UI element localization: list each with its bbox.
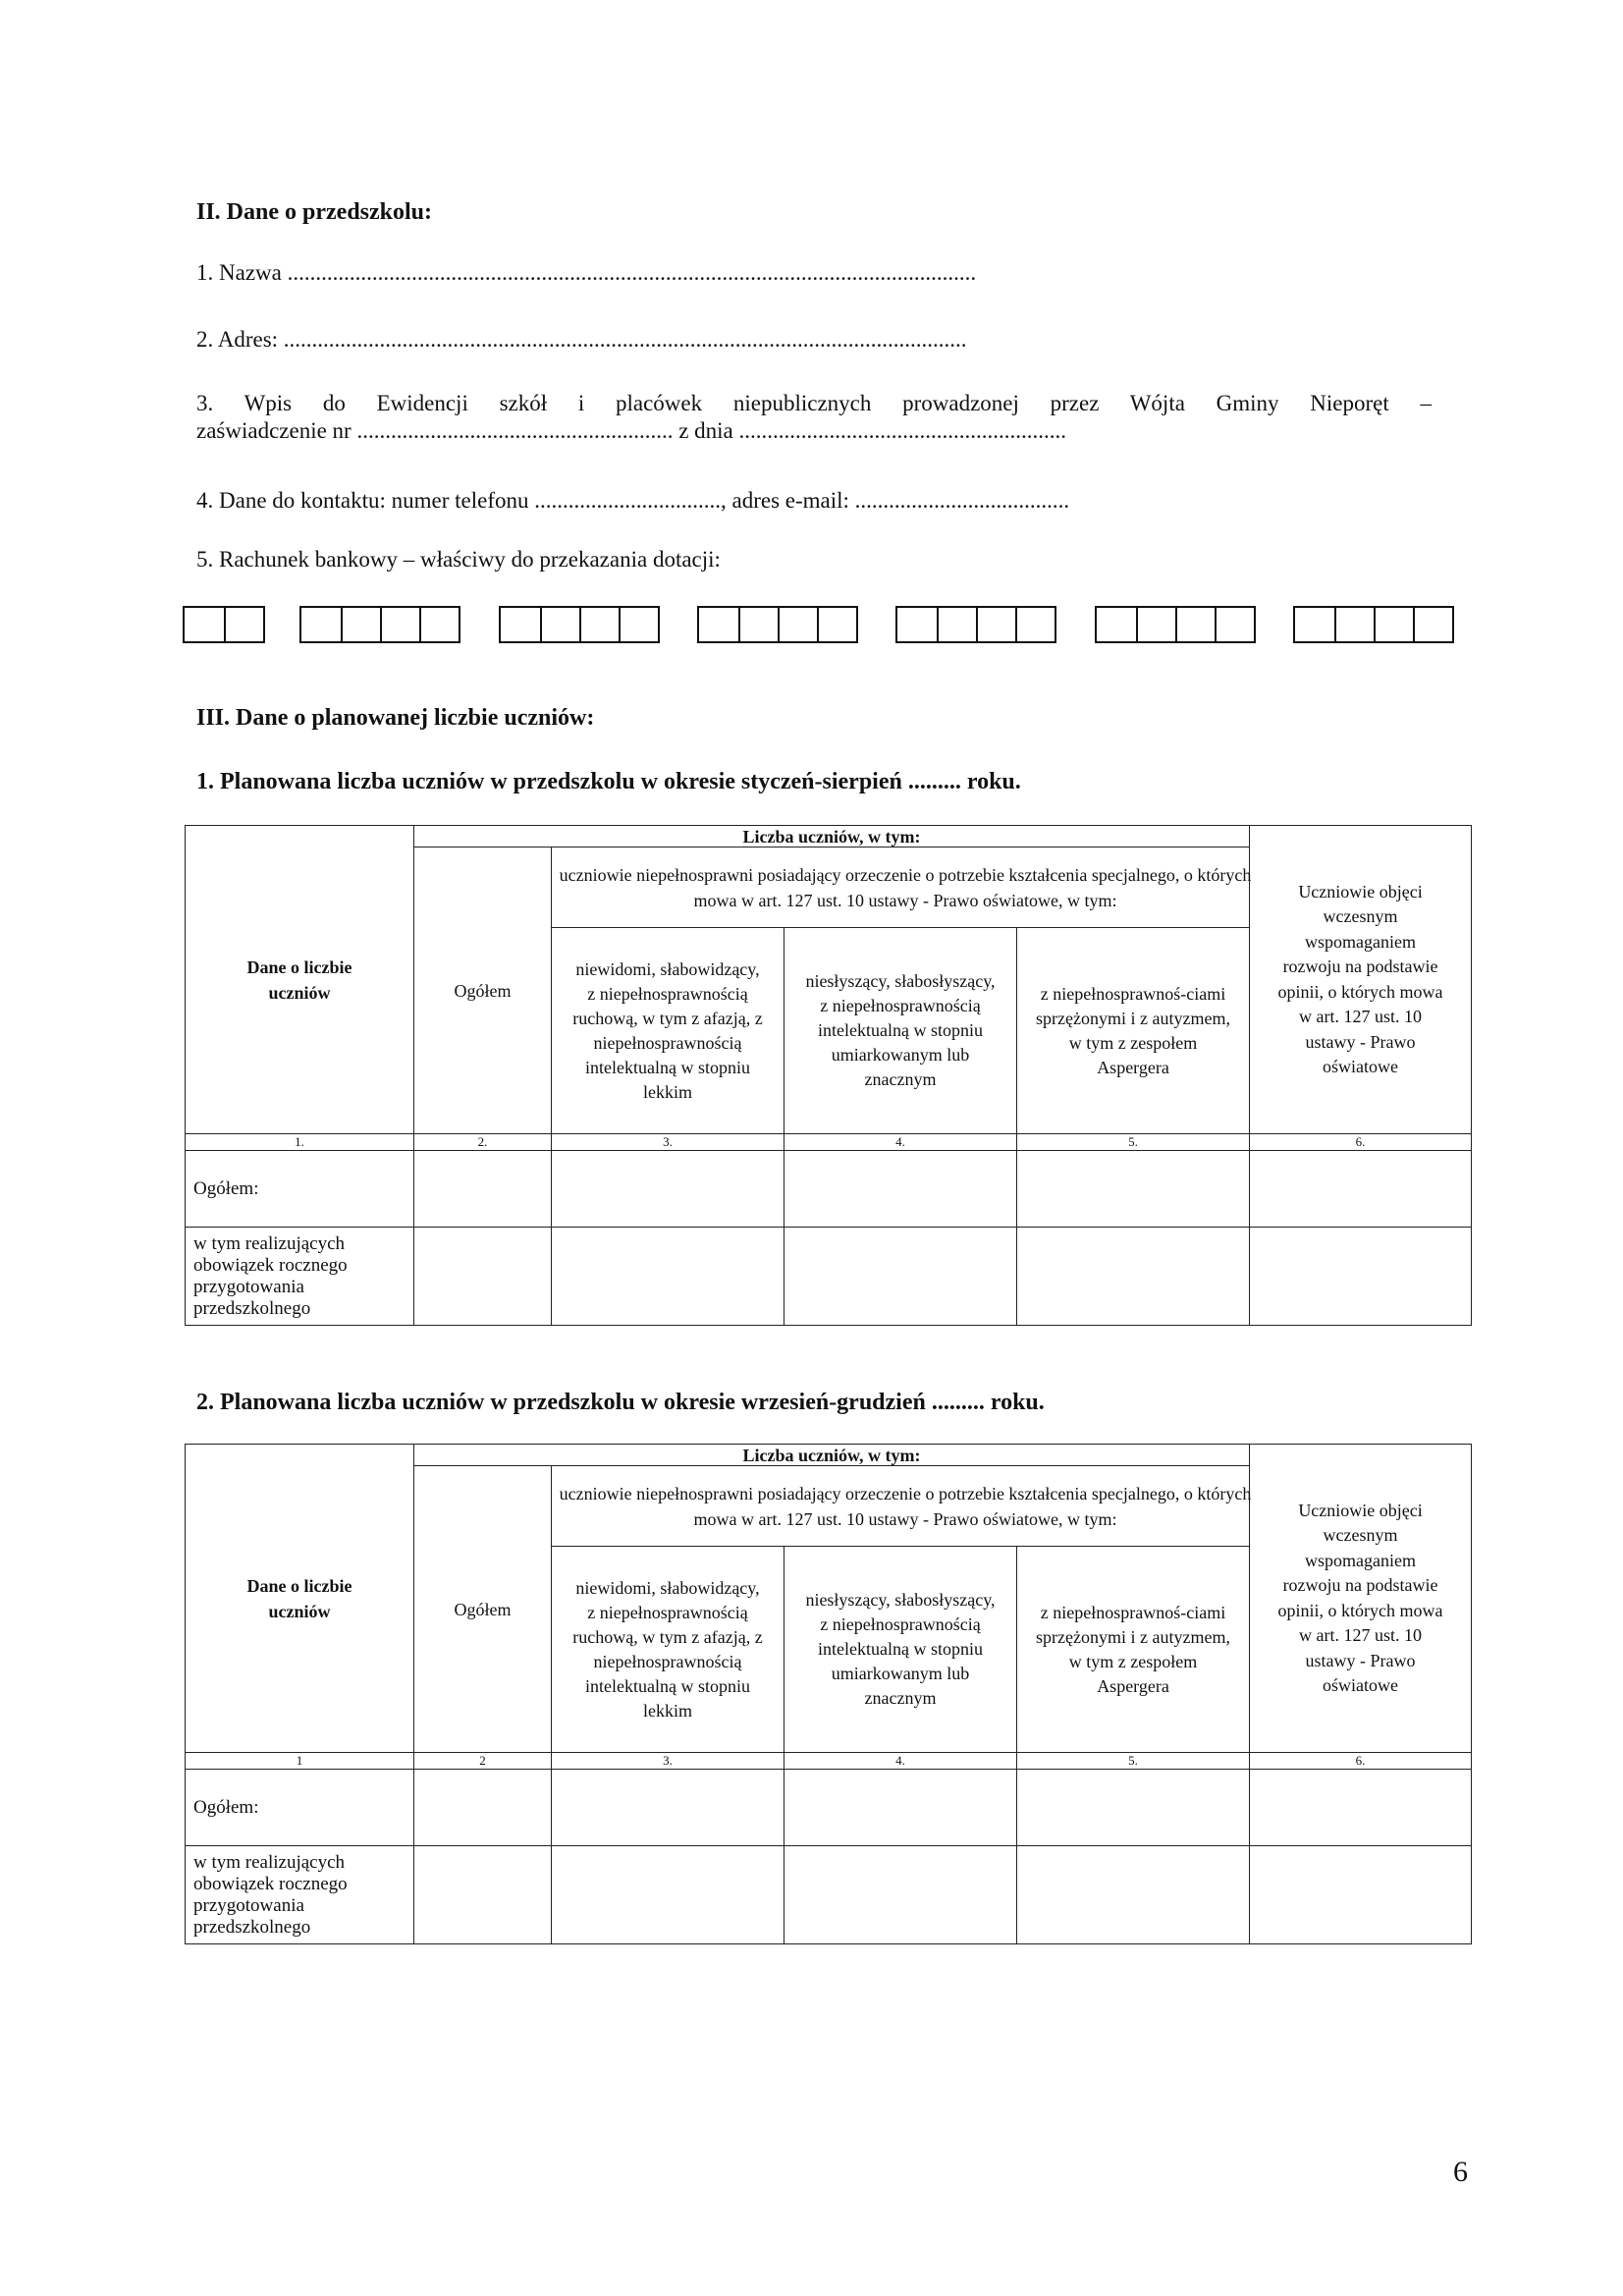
cell-obligation-col4[interactable]	[784, 1228, 1017, 1326]
header-student-data: Dane o liczbie uczniów	[186, 826, 414, 1134]
header-early-support: Uczniowie objęci wczesnym wspomaganiem rozwoju na podstawie opinii, o których mowa w art. 127 ust. 10 ustawy - Prawo oświatowe	[1250, 1445, 1472, 1753]
cell-total-col2[interactable]	[414, 1151, 552, 1228]
row-label-preschool-obligation: w tym realizujących obowiązek rocznego przygotowania przedszkolnego	[186, 1228, 414, 1326]
column-number: 1	[186, 1753, 414, 1770]
header-multiple-autism: z niepełnosprawnoś-ciami sprzężonymi i z autyzmem, w tym z zespołem Aspergera	[1017, 928, 1250, 1134]
table-2-title: 2. Planowana liczba uczniów w przedszkolu w okresie wrzesień-grudzień ......... roku.	[196, 1390, 1045, 1415]
cell-obligation-col6[interactable]	[1250, 1228, 1472, 1326]
column-number: 5.	[1017, 1134, 1250, 1151]
column-number: 3.	[552, 1753, 784, 1770]
students-table-sep-dec	[185, 1444, 1472, 1944]
header-total: Ogółem	[414, 1466, 552, 1753]
account-digits-group-5[interactable]	[895, 606, 1056, 643]
table-row	[186, 1770, 1472, 1846]
cell-total-col4[interactable]	[784, 1151, 1017, 1228]
header-student-count: Liczba uczniów, w tym:	[414, 826, 1250, 847]
header-disabled-students: uczniowie niepełnosprawni posiadający orzeczenie o potrzebie kształcenia specjalnego, o których mowa w art. 127 ust. 10 ustawy - Prawo oświatowe, w tym:	[552, 1466, 1250, 1547]
column-number: 2.	[414, 1134, 552, 1151]
header-early-support: Uczniowie objęci wczesnym wspomaganiem rozwoju na podstawie opinii, o których mowa w art. 127 ust. 10 ustawy - Prawo oświatowe	[1250, 826, 1472, 1134]
column-number: 1.	[186, 1134, 414, 1151]
column-number: 6.	[1250, 1753, 1472, 1770]
account-digits-group-4[interactable]	[697, 606, 858, 643]
account-digits-group-3[interactable]	[499, 606, 660, 643]
cell-obligation-col4[interactable]	[784, 1846, 1017, 1944]
account-digits-group-7[interactable]	[1293, 606, 1454, 643]
header-hearing-intellectual: niesłyszący, słabosłyszący, z niepełnosprawnością intelektualną w stopniu umiarkowanym lub znacznym	[784, 1547, 1017, 1753]
column-number: 6.	[1250, 1134, 1472, 1151]
cell-obligation-col5[interactable]	[1017, 1228, 1250, 1326]
row-label-preschool-obligation: w tym realizujących obowiązek rocznego przygotowania przedszkolnego	[186, 1846, 414, 1944]
column-number: 4.	[784, 1134, 1017, 1151]
section-3-heading: III. Dane o planowanej liczbie uczniów:	[196, 705, 595, 731]
table-row	[186, 1846, 1472, 1944]
account-digits-group-6[interactable]	[1095, 606, 1256, 643]
address-field-line[interactable]: 2. Adres: .........................................................................................................................	[196, 327, 967, 352]
row-label-total: Ogółem:	[186, 1770, 414, 1846]
header-total: Ogółem	[414, 847, 552, 1134]
header-hearing-intellectual: niesłyszący, słabosłyszący, z niepełnosprawnością intelektualną w stopniu umiarkowanym lub znacznym	[784, 928, 1017, 1134]
header-visual-motor: niewidomi, słabowidzący, z niepełnosprawnością ruchową, w tym z afazją, z niepełnosprawnością intelektualną w stopniu lekkim	[552, 928, 784, 1134]
header-multiple-autism: z niepełnosprawnoś-ciami sprzężonymi i z autyzmem, w tym z zespołem Aspergera	[1017, 1547, 1250, 1753]
table-row	[186, 1151, 1472, 1228]
column-number: 4.	[784, 1753, 1017, 1770]
cell-total-col5[interactable]	[1017, 1151, 1250, 1228]
name-field-line[interactable]: 1. Nazwa ..........................................................................................................................	[196, 260, 977, 285]
registry-entry-line: 3. Wpis do Ewidencji szkół i placówek niepublicznych prowadzonej przez Wójta Gminy Nieporęt –	[196, 391, 1432, 415]
account-digits-group-2[interactable]	[299, 606, 460, 643]
cell-obligation-col6[interactable]	[1250, 1846, 1472, 1944]
contact-field-line[interactable]: 4. Dane do kontaktu: numer telefonu ................................., adres e-mail: ......................................	[196, 488, 1070, 513]
cell-total-col2[interactable]	[414, 1770, 552, 1846]
header-visual-motor: niewidomi, słabowidzący, z niepełnosprawnością ruchową, w tym z afazją, z niepełnosprawnością intelektualną w stopniu lekkim	[552, 1547, 784, 1753]
cell-total-col6[interactable]	[1250, 1151, 1472, 1228]
bank-account-label: 5. Rachunek bankowy – właściwy do przekazania dotacji:	[196, 547, 721, 572]
cell-obligation-col2[interactable]	[414, 1228, 552, 1326]
cell-obligation-col3[interactable]	[552, 1846, 784, 1944]
cell-total-col6[interactable]	[1250, 1770, 1472, 1846]
students-table-jan-aug	[185, 825, 1472, 1326]
column-number: 2	[414, 1753, 552, 1770]
account-digits-group-1[interactable]	[183, 606, 265, 643]
cell-obligation-col2[interactable]	[414, 1846, 552, 1944]
header-student-count: Liczba uczniów, w tym:	[414, 1445, 1250, 1466]
header-disabled-students: uczniowie niepełnosprawni posiadający orzeczenie o potrzebie kształcenia specjalnego, o których mowa w art. 127 ust. 10 ustawy - Prawo oświatowe, w tym:	[552, 847, 1250, 928]
cell-total-col3[interactable]	[552, 1770, 784, 1846]
table-row	[186, 1228, 1472, 1326]
table-1-title: 1. Planowana liczba uczniów w przedszkolu w okresie styczeń-sierpień ......... roku.	[196, 769, 1021, 794]
cell-total-col4[interactable]	[784, 1770, 1017, 1846]
cell-obligation-col5[interactable]	[1017, 1846, 1250, 1944]
section-2-heading: II. Dane o przedszkolu:	[196, 199, 433, 225]
cell-total-col5[interactable]	[1017, 1770, 1250, 1846]
row-label-total: Ogółem:	[186, 1151, 414, 1228]
cell-obligation-col3[interactable]	[552, 1228, 784, 1326]
cell-total-col3[interactable]	[552, 1151, 784, 1228]
certificate-field-line[interactable]: zaświadczenie nr ........................................................ z dnia ..........................................................	[196, 418, 1067, 443]
column-number: 5.	[1017, 1753, 1250, 1770]
column-number: 3.	[552, 1134, 784, 1151]
header-student-data: Dane o liczbie uczniów	[186, 1445, 414, 1753]
page-number: 6	[1453, 2156, 1468, 2188]
